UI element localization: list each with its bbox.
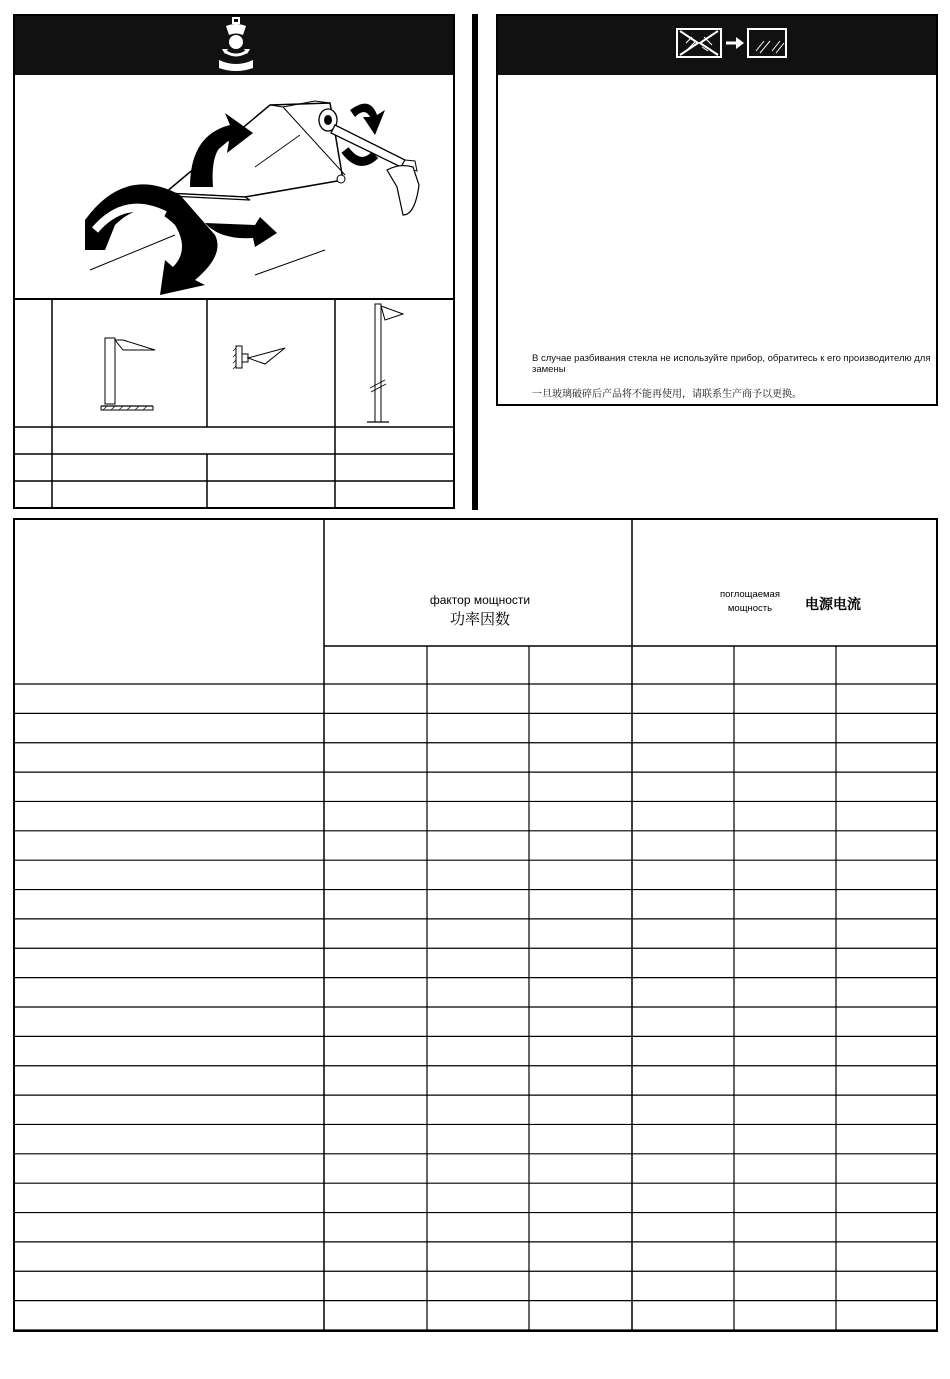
right-panel-header <box>498 16 936 75</box>
glass-warning-ru: В случае разбивания стекла не используйте прибор, обратитесь к его производителю для замены <box>532 353 931 375</box>
panel-divider <box>472 14 478 510</box>
power-factor-label-ru: фактор мощности <box>429 593 531 607</box>
left-panel-header <box>15 16 453 75</box>
table-grid <box>15 520 936 1330</box>
pole-mount-icon <box>367 304 403 422</box>
wall-mount-icon <box>233 346 285 369</box>
lamp-head-tilt-illustration <box>15 75 453 300</box>
lamp-adjust-icon <box>213 16 259 75</box>
broken-glass-replace-icon <box>676 27 788 59</box>
power-factor-label-zh: 功率因数 <box>449 610 510 628</box>
glass-warning-zh: 一旦玻璃破碎后产品将不能再使用，请联系生产商予以更换。 <box>532 389 802 400</box>
glass-warning-panel <box>496 14 938 406</box>
absorbed-power-label-ru: поглощаемая мощность <box>720 589 780 614</box>
mains-current-label-zh: 电源电流 <box>805 597 861 613</box>
electrical-data-table <box>13 518 938 1332</box>
installation-panel <box>13 14 455 509</box>
mounting-options-grid <box>15 300 453 507</box>
post-mount-icon <box>101 338 155 410</box>
